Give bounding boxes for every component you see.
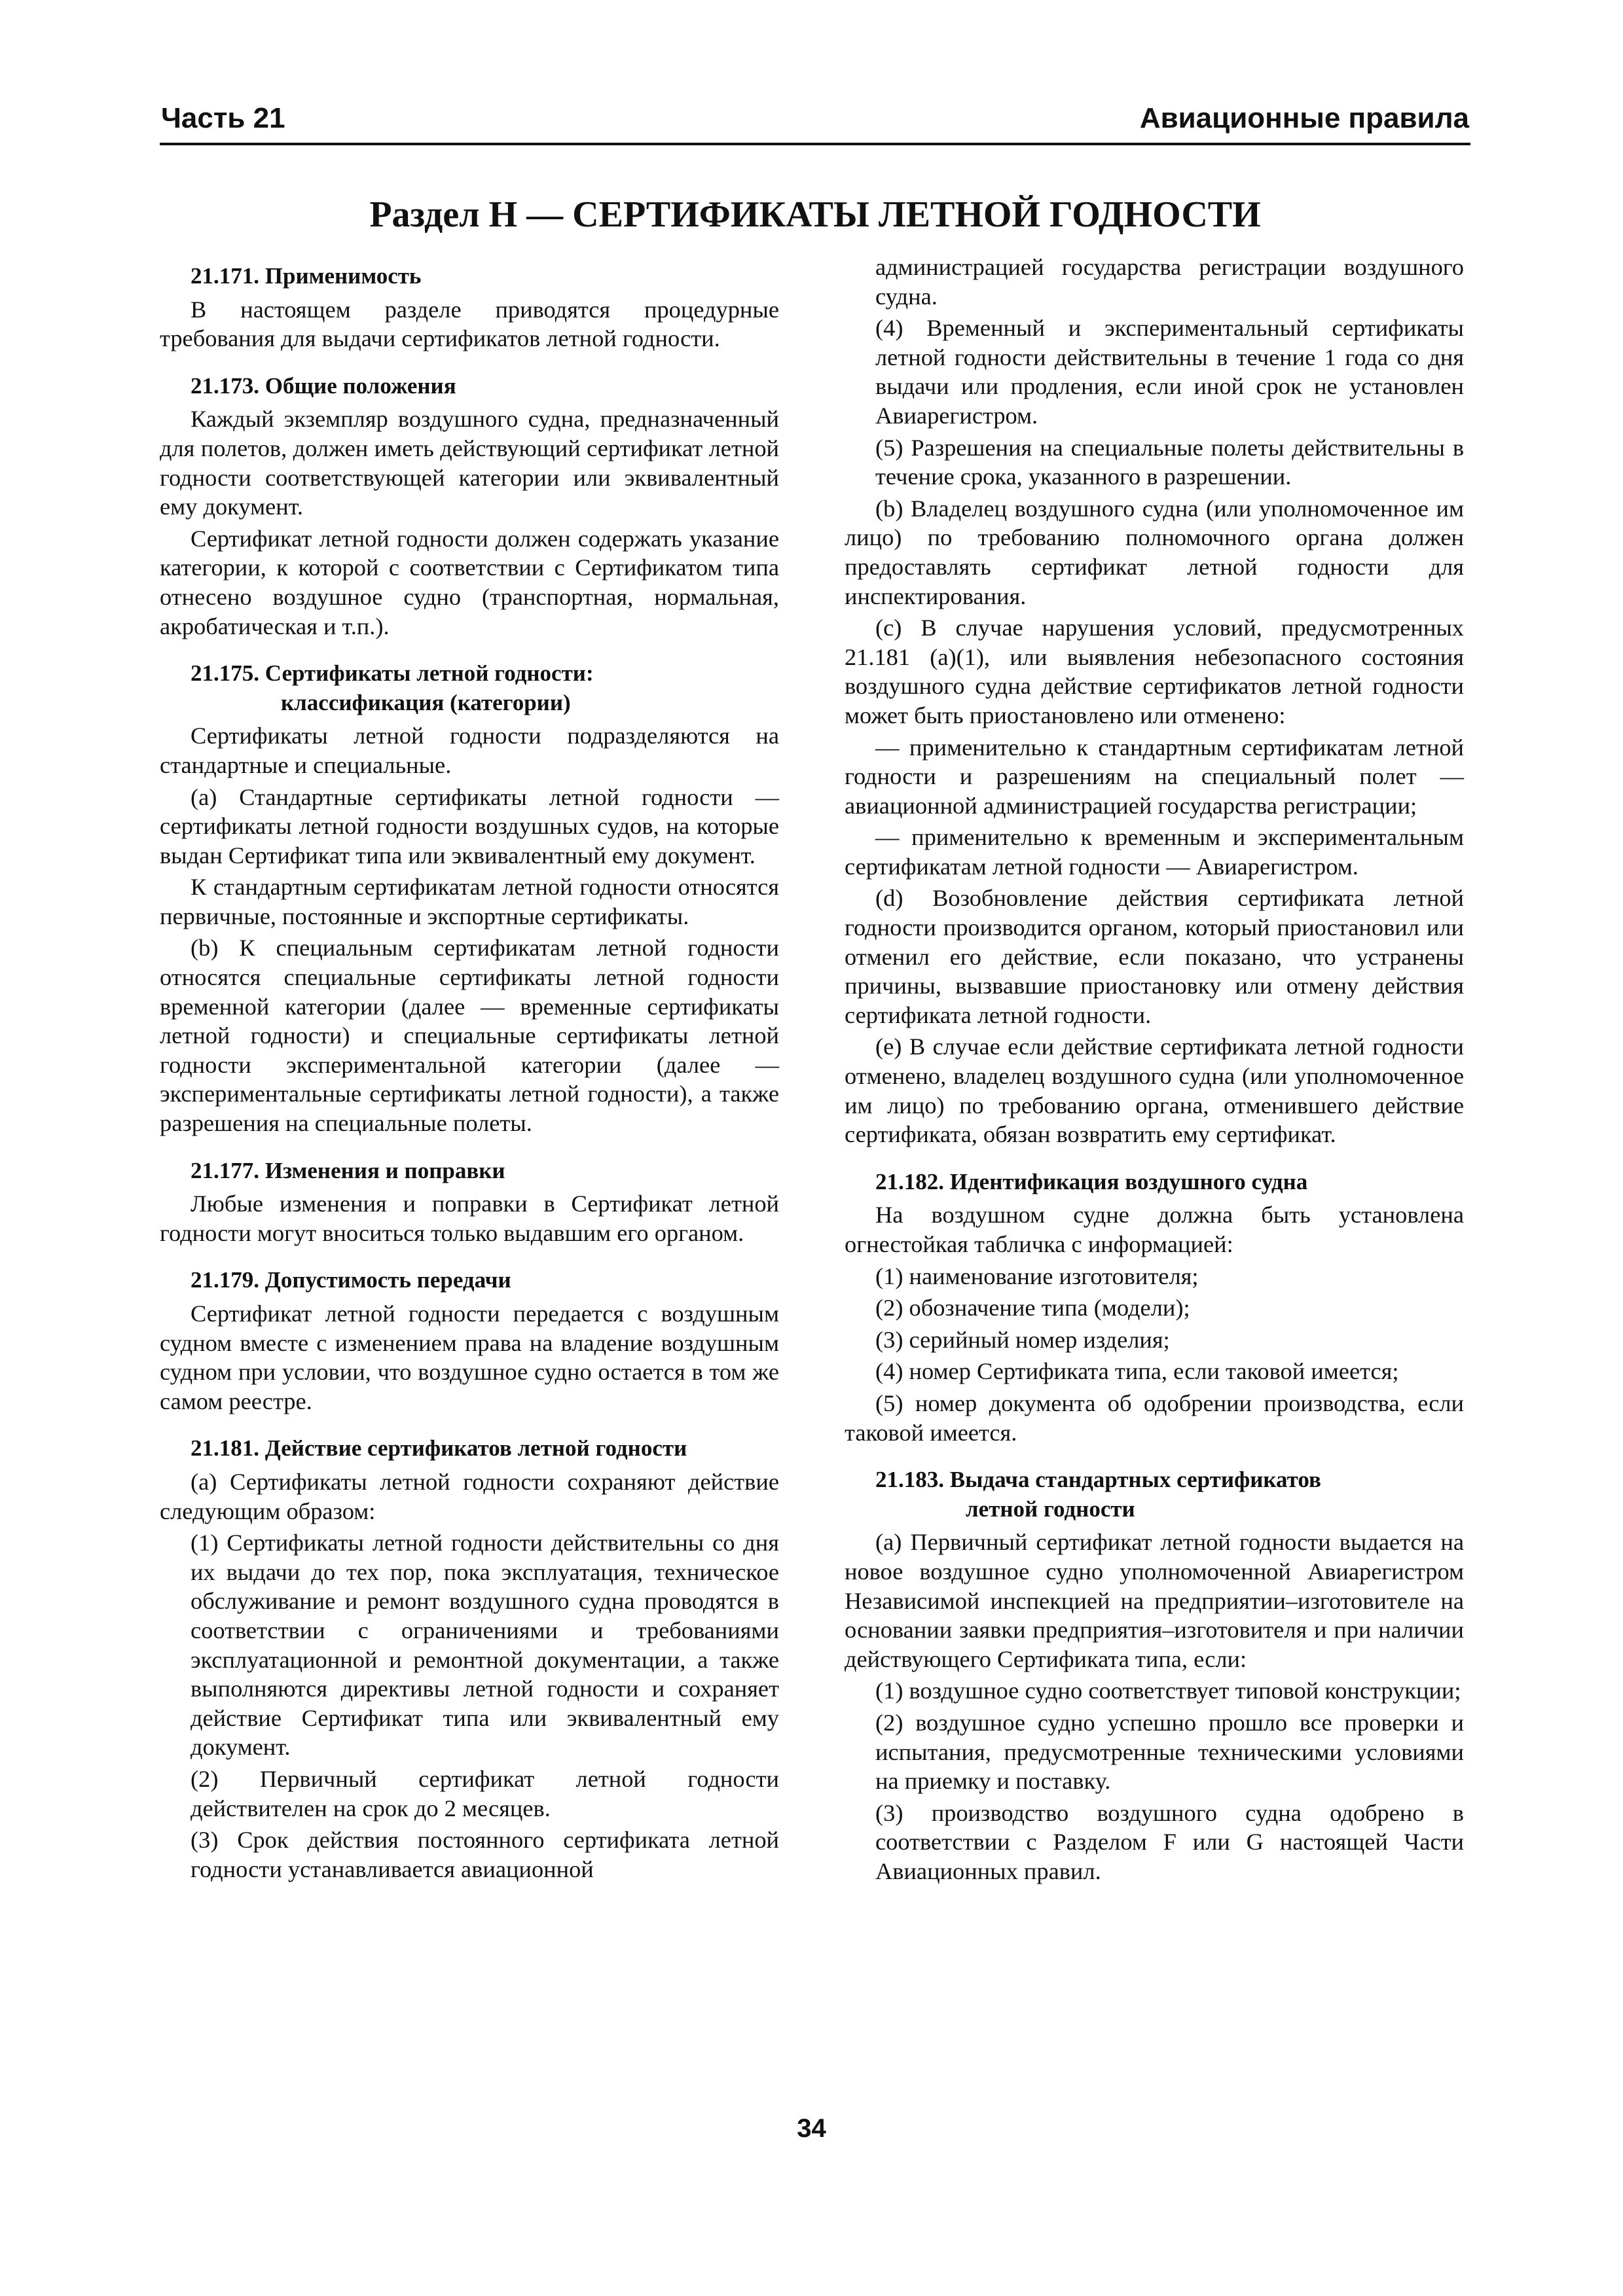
paragraph: (c) В случае нарушения условий, предусмотренных 21.181 (a)(1), или выявления небезопасного состояния воздушного судна действие сертификатов летной годности может быть приостановлено или отменено: xyxy=(845,615,1464,728)
section-title: Раздел Н — СЕРТИФИКАТЫ ЛЕТНОЙ ГОДНОСТИ xyxy=(369,194,1261,235)
list-item: (2) Первичный сертификат летной годности действителен на срок до 2 месяцев. xyxy=(191,1765,779,1821)
paragraph: (e) В случае если действие сертификата летной годности отменено, владелец воздушного судна (или уполномоченное им лицо) по требованию органа, отменившего действие сертификата, обязан возвратить ему сертификат. xyxy=(845,1033,1464,1148)
heading-21-183-line2: летной годности xyxy=(966,1496,1135,1522)
paragraph: — применительно к стандартным сертификатам летной годности и разрешениям на специальный полет — авиационной администрацией государства регистрации; xyxy=(845,734,1464,819)
list-item: (3) серийный номер изделия; xyxy=(875,1326,1170,1353)
heading-21-183-line1: 21.183. Выдача стандартных сертификатов xyxy=(875,1467,1321,1493)
paragraph: Сертификат летной годности передается с воздушным судном вместе с изменением права на владение воздушным судном при условии, что воздушное судно остается в том же самом реестре. xyxy=(160,1300,779,1414)
list-item: (3) производство воздушного судна одобрено в соответствии с Разделом F или G настоящей Части Авиационных правил. xyxy=(875,1799,1464,1884)
paragraph: Каждый экземпляр воздушного судна, предназначенный для полетов, должен иметь действующий сертификат летной годности соответствующей категории или эквивалентный ему документ. xyxy=(160,406,779,520)
paragraph: (a) Стандартные сертификаты летной годности — сертификаты летной годности воздушных судов, на которые выдан Сертификат типа или эквивалентный ему документ. xyxy=(160,783,779,869)
heading-21-183 xyxy=(845,1465,1464,1524)
list-item: (2) воздушное судно успешно прошло все проверки и испытания, предусмотренные техническими условиями на приемку и поставку. xyxy=(875,1709,1464,1795)
heading-21-181: 21.181. Действие сертификатов летной годности xyxy=(191,1435,687,1462)
paragraph: — применительно к временным и экспериментальным сертификатам летной годности — Авиарегистром. xyxy=(845,824,1464,880)
paragraph: В настоящем разделе приводятся процедурные требования для выдачи сертификатов летной годности. xyxy=(160,296,779,352)
running-header xyxy=(160,97,1470,145)
page-number: 34 xyxy=(797,2114,826,2143)
header-part-label: Часть 21 xyxy=(161,102,285,134)
list-item: (3) Срок действия постоянного сертификата летной годности устанавливается авиационной xyxy=(191,1827,779,1882)
paragraph: Любые изменения и поправки в Сертификат летной годности могут вноситься только выдавшим его органом. xyxy=(160,1191,779,1246)
paragraph: (a) Сертификаты летной годности сохраняют действие следующим образом: xyxy=(160,1468,779,1524)
list-item: (2) обозначение типа (модели); xyxy=(875,1295,1190,1321)
paragraph: (b) Владелец воздушного судна (или уполномоченное им лицо) по требованию полномочного органа должен предоставлять сертификат летной годности для инспектирования. xyxy=(845,495,1464,609)
right-column xyxy=(845,254,1464,1888)
paragraph: (a) Первичный сертификат летной годности выдается на новое воздушное судно уполномоченной Авиарегистром Независимой инспекцией на предприятии–изготовителе на основании заявки предприятия–изготовителя и при наличии действующего Сертификата типа, если: xyxy=(845,1529,1464,1672)
paragraph: На воздушном судне должна быть установлена огнестойкая табличка с информацией: xyxy=(845,1202,1464,1257)
left-column xyxy=(160,262,779,1886)
list-item: (4) Временный и экспериментальный сертификаты летной годности действительны в течение 1 года со дня выдачи или продления, если иной срок не установлен Авиарегистром. xyxy=(875,315,1464,429)
paragraph: Сертификат летной годности должен содержать указание категории, к которой с соответствии с Сертификатом типа отнесено воздушное судно (транспортная, нормальная, акробатическая и т.п.). xyxy=(160,525,779,639)
heading-21-175 xyxy=(160,659,779,717)
list-item: (1) наименование изготовителя; xyxy=(875,1263,1199,1289)
paragraph: К стандартным сертификатам летной годности относятся первичные, постоянные и экспортные сертификаты. xyxy=(160,874,779,929)
heading-21-175-line2: классификация (категории) xyxy=(281,689,571,715)
paragraph: (d) Возобновление действия сертификата летной годности производится органом, который приостановил или отменил его действие, если показано, что устранены причины, вызвавшие приостановку или отмену действия сертификата летной годности. xyxy=(845,885,1464,1028)
heading-21-182: 21.182. Идентификация воздушного судна xyxy=(875,1168,1308,1194)
heading-21-173: 21.173. Общие положения xyxy=(191,372,456,399)
list-item: (1) Сертификаты летной годности действительны со дня их выдачи до тех пор, пока эксплуатация, техническое обслуживание и ремонт воздушного судна проводятся в соответствии с ограничениями и требованиями эксплуатационной и ремонтной документации, а также выполняются директивы летной годности и сохраняет действие Сертификат типа или эквивалентный ему документ. xyxy=(191,1530,779,1761)
list-item: (1) воздушное судно соответствует типовой конструкции; xyxy=(875,1677,1461,1704)
paragraph: Сертификаты летной годности подразделяются на стандартные и специальные. xyxy=(160,723,779,778)
heading-21-175-line1: 21.175. Сертификаты летной годности: xyxy=(191,660,594,687)
list-item: (5) Разрешения на специальные полеты действительны в течение срока, указанного в разрешении. xyxy=(875,434,1464,490)
paragraph: (b) К специальным сертификатам летной годности относятся специальные сертификаты летной годности временной категории (далее — временные сертификаты летной годности) и специальные сертификаты летной годности экспериментальной категории (далее — экспериментальные сертификаты летной годности), а также разрешения на специальные полеты. xyxy=(160,935,779,1137)
heading-21-177: 21.177. Изменения и поправки xyxy=(191,1157,505,1183)
list-item-continued: администрацией государства регистрации воздушного судна. xyxy=(875,254,1464,310)
list-item: (4) номер Сертификата типа, если таковой имеется; xyxy=(875,1358,1399,1385)
heading-21-179: 21.179. Допустимость передачи xyxy=(191,1267,511,1293)
heading-21-171: 21.171. Применимость xyxy=(191,263,422,289)
list-item: (5) номер документа об одобрении производства, если таковой имеется. xyxy=(845,1390,1464,1446)
header-document-title: Авиационные правила xyxy=(1139,102,1469,134)
